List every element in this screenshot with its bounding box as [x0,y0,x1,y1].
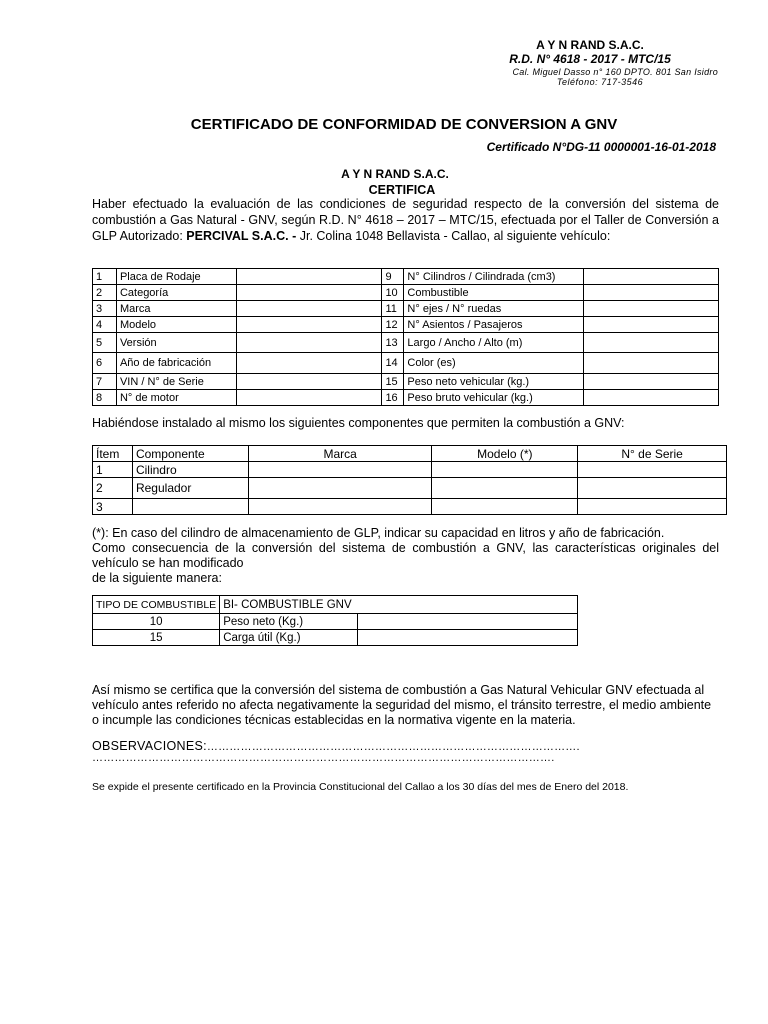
row-number: 16 [382,390,404,406]
row-label: Modelo [116,317,236,333]
intro-text-1: Haber efectuado la evaluación de las condiciones de seguridad respecto de la conversión del sistema de combustión a Gas Natural - GNV, según R.D. N° 4618 – 2017 – MTC/15, efectuada por el Taller de Conversión a GLP Autorizado: [92,197,719,243]
table-row [93,317,719,333]
row-value [236,353,382,374]
item-number: 1 [93,462,133,478]
row-label: Peso neto vehicular (kg.) [404,374,584,390]
table-row [93,353,719,374]
vehicle-table [92,268,719,406]
consequence-text-2: de la siguiente manera: [92,571,222,585]
table-row [93,269,719,285]
item-number: 2 [93,478,133,499]
header-resolution: R.D. N° 4618 - 2017 - MTC/15 [509,52,671,66]
header-cell: N° de Serie [578,446,727,462]
row-label: Peso bruto vehicular (kg.) [404,390,584,406]
fuel-type-value: BI- COMBUSTIBLE GNV [220,596,578,614]
table-row [93,390,719,406]
row-label: Placa de Rodaje [116,269,236,285]
row-value [236,333,382,353]
header-cell: Componente [132,446,248,462]
row-number: 11 [382,301,404,317]
table-row [93,462,727,478]
fuel-row-label: Peso neto (Kg.) [220,614,358,630]
header-cell: Ítem [93,446,133,462]
row-label: Categoría [116,285,236,301]
document-title: CERTIFICADO DE CONFORMIDAD DE CONVERSION A GNV [190,116,618,133]
row-label: N° ejes / N° ruedas [404,301,584,317]
row-label: N° Asientos / Pasajeros [404,317,584,333]
fuel-row-label: Carga útil (Kg.) [220,630,358,646]
row-value [236,285,382,301]
row-number: 6 [93,353,117,374]
row-number: 4 [93,317,117,333]
row-number: 8 [93,390,117,406]
row-label: N° Cilindros / Cilindrada (cm3) [404,269,584,285]
observaciones-line [92,739,580,753]
fuel-type-label: TIPO DE COMBUSTIBLE [93,596,220,614]
header-address: Cal. Miguel Dasso n° 160 DPTO. 801 San Isidro [512,67,718,77]
row-number: 7 [93,374,117,390]
row-value [584,301,719,317]
component-brand [248,499,432,515]
issue-statement: Se expide el presente certificado en la Provincia Constitucional del Callao a los 30 días del mes de Enero del 2018. [92,781,629,793]
row-value [236,390,382,406]
row-value [584,269,719,285]
fuel-row-number: 10 [93,614,220,630]
header-cell: Modelo (*) [432,446,578,462]
component-serial [578,499,727,515]
table-row [93,630,578,646]
fuel-row-value [358,630,578,646]
certificate-number: Certificado N°DG-11 0000001-16-01-2018 [486,140,716,154]
component-model [432,478,578,499]
table-header-row [93,446,727,462]
row-value [584,333,719,353]
intro-paragraph [92,196,719,244]
row-number: 2 [93,285,117,301]
fuel-row-value [358,614,578,630]
table-row [93,614,578,630]
table-row [93,333,719,353]
row-number: 14 [382,353,404,374]
row-value [236,374,382,390]
row-label: Color (es) [404,353,584,374]
row-value [236,269,382,285]
component-model [432,462,578,478]
row-number: 3 [93,301,117,317]
row-label: Combustible [404,285,584,301]
header-company: A Y N RAND S.A.C. [536,38,644,52]
row-value [584,285,719,301]
row-value [584,374,719,390]
observaciones-dots: ………………………………………………………………………………………. [206,741,580,753]
row-label: Marca [116,301,236,317]
row-label: Versión [116,333,236,353]
header-cell: Marca [248,446,432,462]
row-number: 5 [93,333,117,353]
row-value [584,390,719,406]
table-row [93,499,727,515]
observaciones-dots-line: ……………………………………………………………………………………………………………. [92,752,555,764]
row-value [236,301,382,317]
table-row [93,285,719,301]
component-brand [248,462,432,478]
row-label: VIN / N° de Serie [116,374,236,390]
item-number: 3 [93,499,133,515]
table-row [93,374,719,390]
row-number: 15 [382,374,404,390]
components-intro: Habiéndose instalado al mismo los siguientes componentes que permiten la combustión a GNV: [92,416,625,430]
intro-text-2: Jr. Colina 1048 Bellavista - Callao, al siguiente vehículo: [296,229,611,243]
fuel-row-number: 15 [93,630,220,646]
row-number: 12 [382,317,404,333]
component-name: Cilindro [132,462,248,478]
row-label: Largo / Ancho / Alto (m) [404,333,584,353]
component-brand [248,478,432,499]
row-number: 10 [382,285,404,301]
note-paragraph [92,526,719,586]
row-label: Año de fabricación [116,353,236,374]
fuel-table [92,595,578,646]
table-row [93,596,578,614]
observaciones-label: OBSERVACIONES: [92,739,207,753]
row-number: 13 [382,333,404,353]
table-row [93,478,727,499]
row-value [236,317,382,333]
note-text: (*): En caso del cilindro de almacenamiento de GLP, indicar su capacidad en litros y año de fabricación. [92,526,665,540]
header-phone: Teléfono: 717-3546 [556,77,644,87]
certification-paragraph: Así mismo se certifica que la conversión del sistema de combustión a Gas Natural Vehicular GNV efectuada al vehículo antes referido no afecta negativamente la seguridad del mismo, el tránsito terrestre, el medio ambiente o incumple las condiciones técnicas establecidas en la normativa vigente en la materia. [92,683,712,727]
component-serial [578,462,727,478]
table-row [93,301,719,317]
component-serial [578,478,727,499]
row-value [584,317,719,333]
components-table [92,445,727,515]
row-label: N° de motor [116,390,236,406]
consequence-text: Como consecuencia de la conversión del sistema de combustión a GNV, las características originales del vehículo se han modificado [92,541,719,570]
row-number: 9 [382,269,404,285]
row-number: 1 [93,269,117,285]
component-name: Regulador [132,478,248,499]
taller-name: PERCIVAL S.A.C. - [186,229,297,243]
company-name: A Y N RAND S.A.C. [341,167,449,181]
component-name [132,499,248,515]
certifica-heading: CERTIFICA [368,183,436,197]
component-model [432,499,578,515]
row-value [584,353,719,374]
